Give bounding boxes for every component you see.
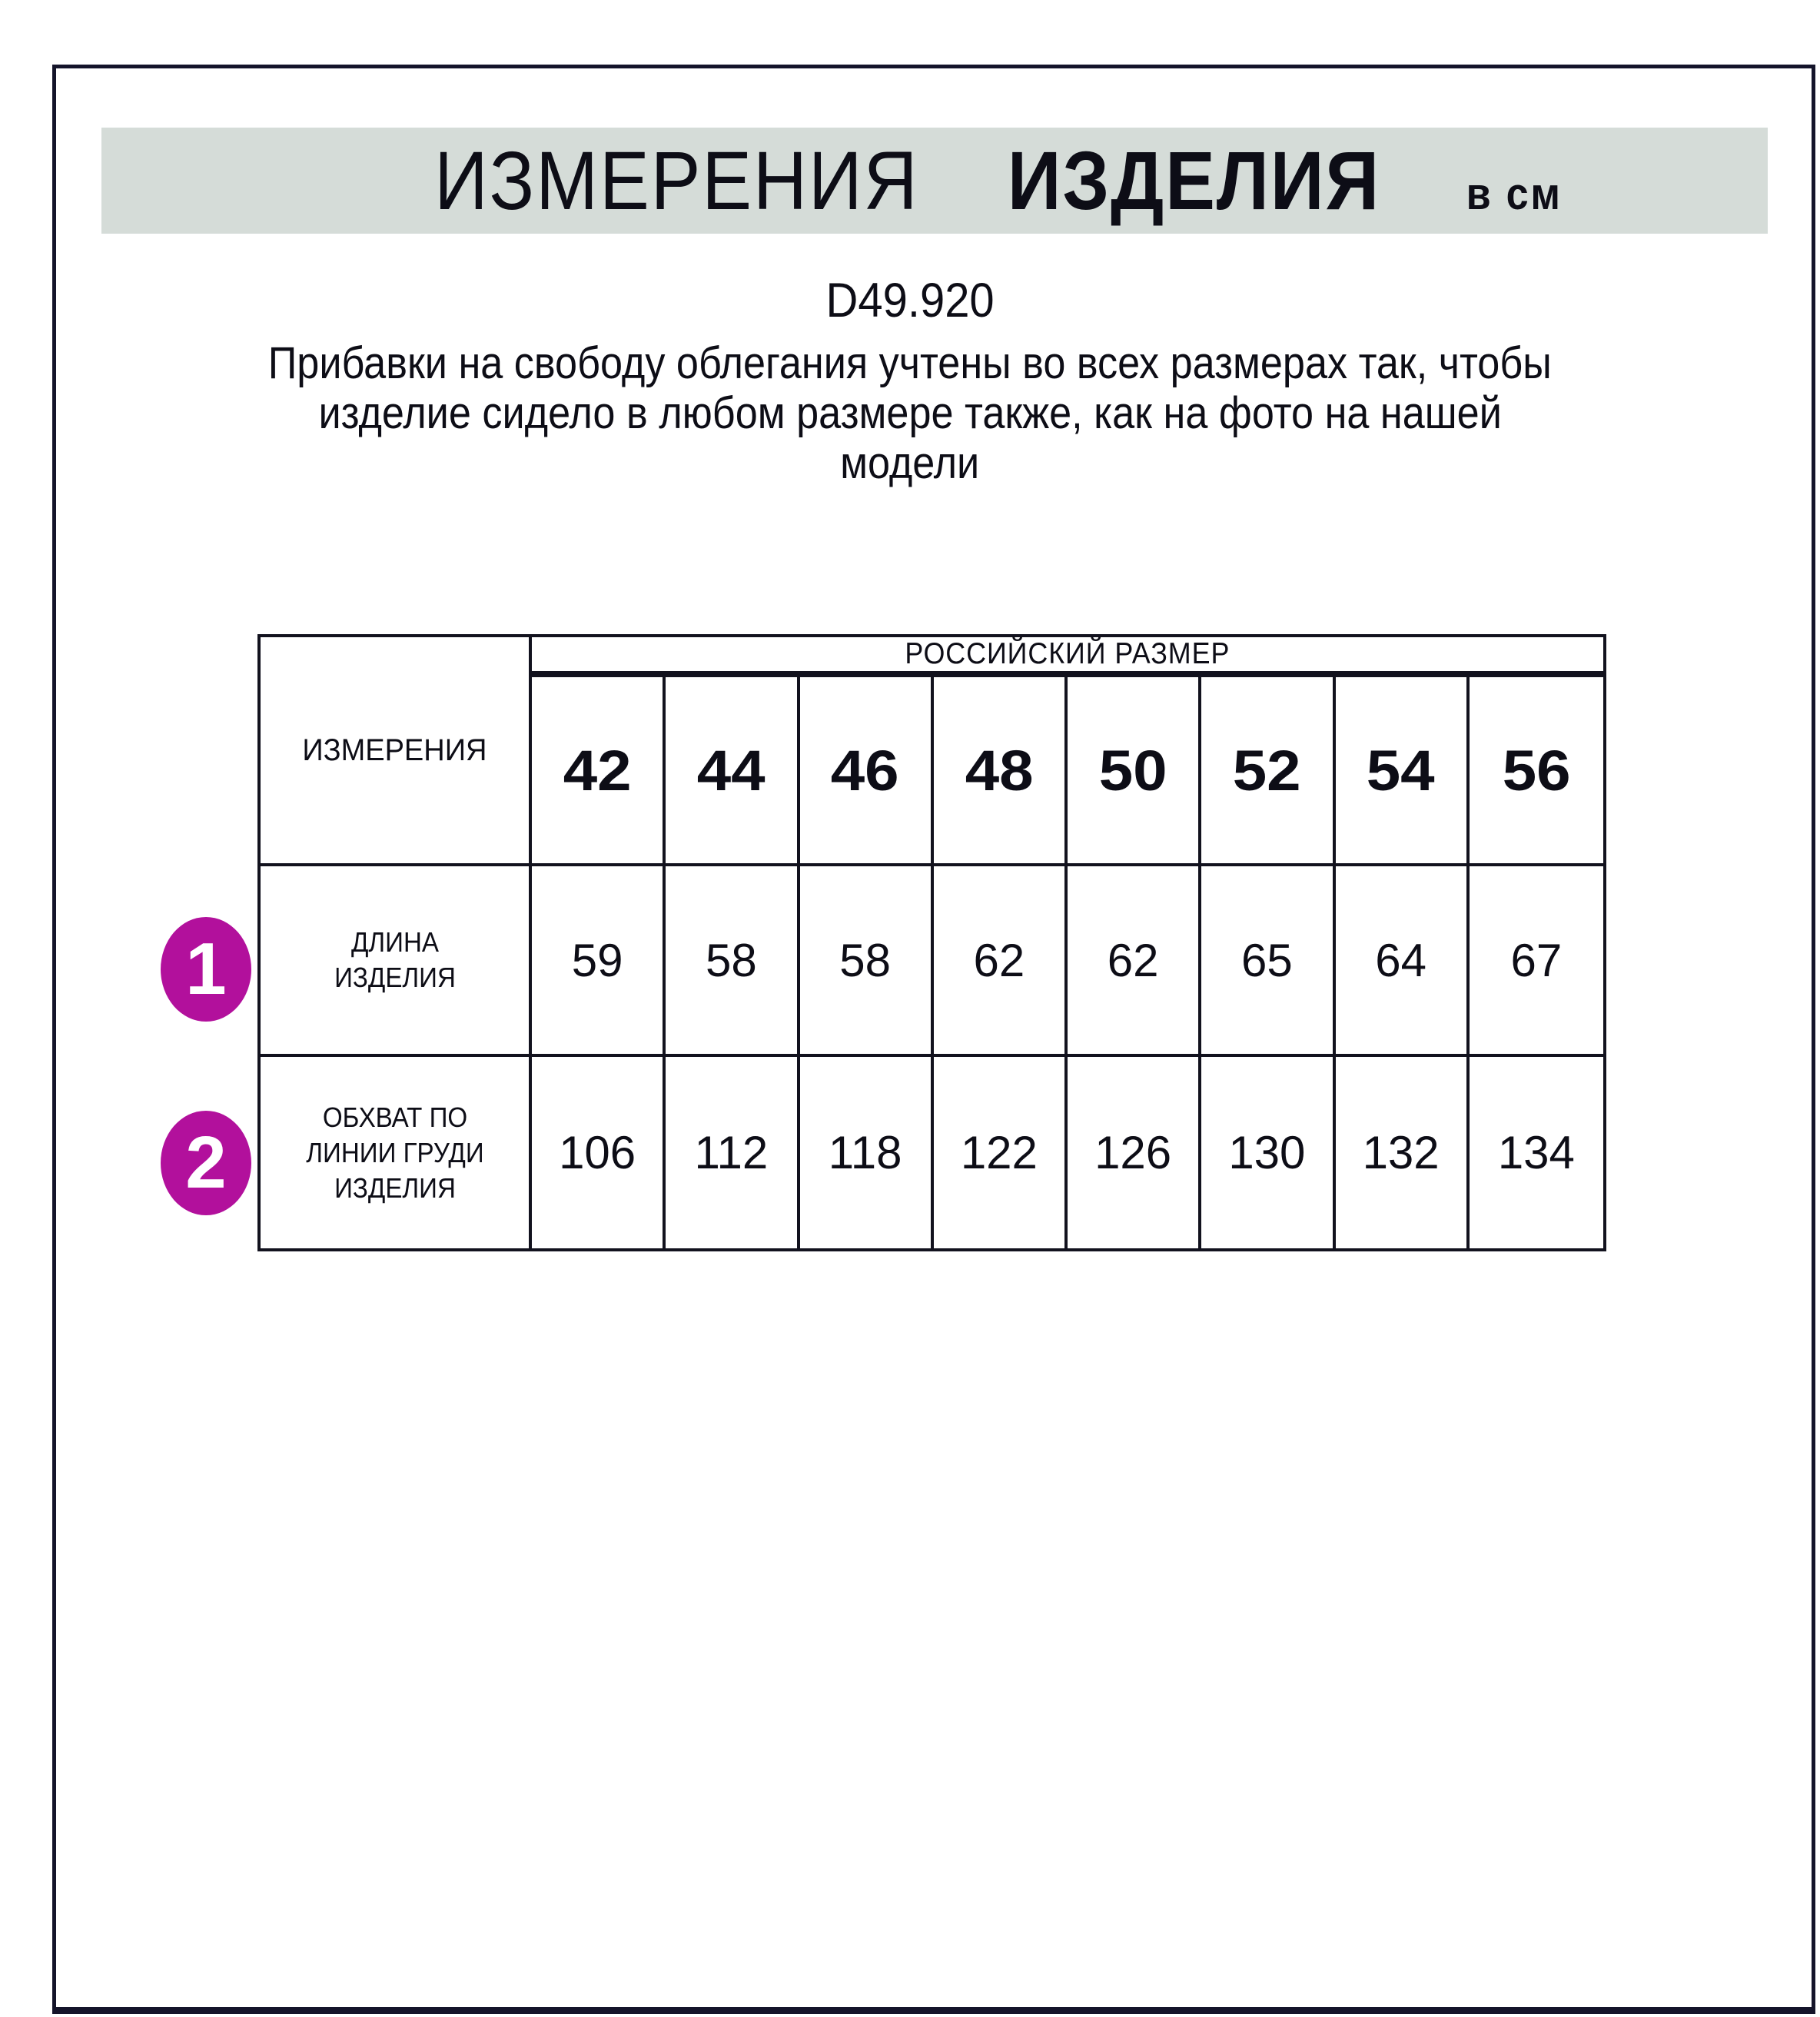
row-label-length: ДЛИНА ИЗДЕЛИЯ xyxy=(261,866,532,1057)
title-word-measurements: ИЗМЕРЕНИЯ xyxy=(434,134,919,227)
table-cell: 67 xyxy=(1470,866,1603,1057)
description-line: модели xyxy=(840,438,980,488)
table-header-russian-size: РОССИЙСКИЙ РАЗМЕР xyxy=(532,637,1603,677)
table-cell: 112 xyxy=(666,1057,799,1248)
row-marker-2: 2 xyxy=(161,1111,251,1215)
description-line: изделие сидело в любом размере также, как на фото на нашей xyxy=(318,388,1502,438)
table-cell: 62 xyxy=(1068,866,1201,1057)
description-paragraph xyxy=(0,338,1820,488)
size-column-header: 42 xyxy=(532,677,666,866)
size-column-header: 56 xyxy=(1470,677,1603,866)
size-column-header: 46 xyxy=(800,677,934,866)
product-code: D49.920 xyxy=(825,274,995,327)
row-marker-1: 1 xyxy=(161,917,251,1022)
table-cell: 62 xyxy=(934,866,1068,1057)
table-cell: 126 xyxy=(1068,1057,1201,1248)
size-table xyxy=(257,634,1606,1251)
table-cell: 130 xyxy=(1201,1057,1335,1248)
page-title xyxy=(434,128,1563,234)
title-word-product: ИЗДЕЛИЯ xyxy=(1007,134,1381,227)
size-column-header: 52 xyxy=(1201,677,1335,866)
table-cell: 132 xyxy=(1336,1057,1470,1248)
row-label-chest-girth: ОБХВАТ ПО ЛИНИИ ГРУДИ ИЗДЕЛИЯ xyxy=(261,1057,532,1248)
size-column-header: 44 xyxy=(666,677,799,866)
title-band xyxy=(101,128,1768,234)
table-cell: 58 xyxy=(800,866,934,1057)
table-cell: 118 xyxy=(800,1057,934,1248)
table-cell: 58 xyxy=(666,866,799,1057)
table-cell: 106 xyxy=(532,1057,666,1248)
size-column-header: 54 xyxy=(1336,677,1470,866)
size-column-header: 48 xyxy=(934,677,1068,866)
table-cell: 64 xyxy=(1336,866,1470,1057)
size-column-header: 50 xyxy=(1068,677,1201,866)
description-line: Прибавки на свободу облегания учтены во всех размерах так, чтобы xyxy=(268,338,1552,388)
title-units: в см xyxy=(1466,169,1563,219)
table-cell: 59 xyxy=(532,866,666,1057)
table-header-measurements: ИЗМЕРЕНИЯ xyxy=(261,637,532,866)
table-cell: 122 xyxy=(934,1057,1068,1248)
table-cell: 65 xyxy=(1201,866,1335,1057)
table-cell: 134 xyxy=(1497,1127,1575,1178)
